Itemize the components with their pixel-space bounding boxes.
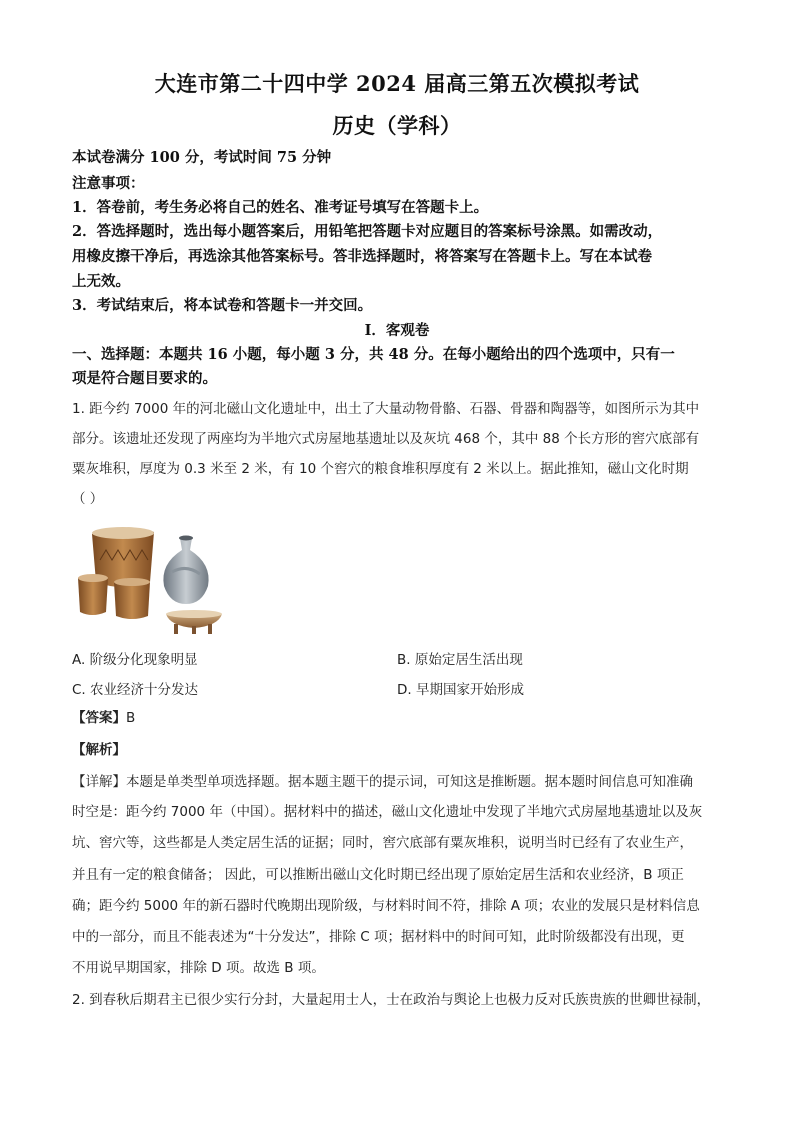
notice-item-3: 3．考试结束后，将本试卷和答题卡一并交回。 [72,297,373,314]
question-1-option-d: D. 早期国家开始形成 [397,682,524,698]
analysis-detail-line1: 【详解】本题是单类型单项选择题。据本题主题干的提示词，可知这是推断题。据本题时间信息可知准确 [72,774,693,790]
question-1-line2: 部分。该遗址还发现了两座均为半地穴式房屋地基遗址以及灰坑 468 个，其中 88 个长方形的窖穴底部有 [72,431,700,447]
notice-item-2-line2: 用橡皮擦干净后，再选涂其他答案标号。答非选择题时，将答案写在答题卡上。写在本试卷 [72,248,652,265]
question-1-option-b: B. 原始定居生活出现 [397,652,523,668]
notice-item-1: 1．答卷前，考生务必将自己的姓名、准考证号填写在答题卡上。 [72,199,489,216]
notice-item-2-line3: 上无效。 [72,273,130,290]
question-1-option-c: C. 农业经济十分发达 [72,682,199,698]
question-1-line1: 1. 距今约 7000 年的河北磁山文化遗址中，出土了大量动物骨骼、石器、骨器和陶器等，如图所示为其中 [72,401,700,417]
analysis-detail-line5: 确；距今约 5000 年的新石器时代晚期出现阶级，与材料时间不符，排除 A 项；农业的发展只是材料信息 [72,898,700,914]
question-1-option-a: A. 阶级分化现象明显 [72,652,198,668]
notice-item-2-line1: 2．答选择题时，选出每小题答案后，用铅笔把答题卡对应题目的答案标号涂黑。如需改动， [72,223,663,240]
section-label: Ⅰ．客观卷 [364,322,430,339]
exam-title: 大连市第二十四中学 2024 届高三第五次模拟考试 [154,71,640,96]
section-instruction-line1: 一、选择题：本题共 16 小题，每小题 3 分，共 48 分。在每小题给出的四个选项中，只有一 [72,346,675,363]
subject-title: 历史（学科） [332,113,462,138]
score-time-info: 本试卷满分 100 分，考试时间 75 分钟 [72,149,332,166]
section-instruction-line2: 项是符合题目要求的。 [72,370,217,387]
analysis-detail-line3: 坑、窖穴等，这些都是人类定居生活的证据；同时，窖穴底部有粟灰堆积，说明当时已经有了农业生产， [72,835,693,851]
analysis-detail-line4: 并且有一定的粮食储备； 因此，可以推断出磁山文化时期已经出现了原始定居生活和农业经济，B 项正 [72,867,684,883]
notice-heading: 注意事项： [72,175,145,192]
analysis-label: 【解析】 [72,742,126,758]
question-1-blank: （ ） [72,491,104,507]
answer-line [72,708,732,728]
question-2-line1: 2. 到春秋后期君主已很少实行分封，大量起用士人，士在政治与舆论上也极力反对氏族贵族的世卿世禄制， [72,992,711,1008]
pottery-artifacts-image [74,520,226,638]
analysis-detail-line2: 时空是：距今约 7000 年（中国）。据材料中的描述，磁山文化遗址中发现了半地穴式房屋地基遗址以及灰 [72,804,703,820]
answer-label: 【答案】 [72,710,126,726]
question-1-line3: 粟灰堆积，厚度为 0.3 米至 2 米，有 10 个窖穴的粮食堆积厚度有 2 米以上。据此推知，磁山文化时期 [72,461,689,477]
answer-value: B [126,710,136,726]
analysis-detail-line7: 不用说早期国家，排除 D 项。故选 B 项。 [72,960,325,976]
analysis-detail-line6: 中的一部分，而且不能表述为“十分发达”，排除 C 项；据材料中的时间可知，此时阶级都没有出现，更 [72,929,685,945]
